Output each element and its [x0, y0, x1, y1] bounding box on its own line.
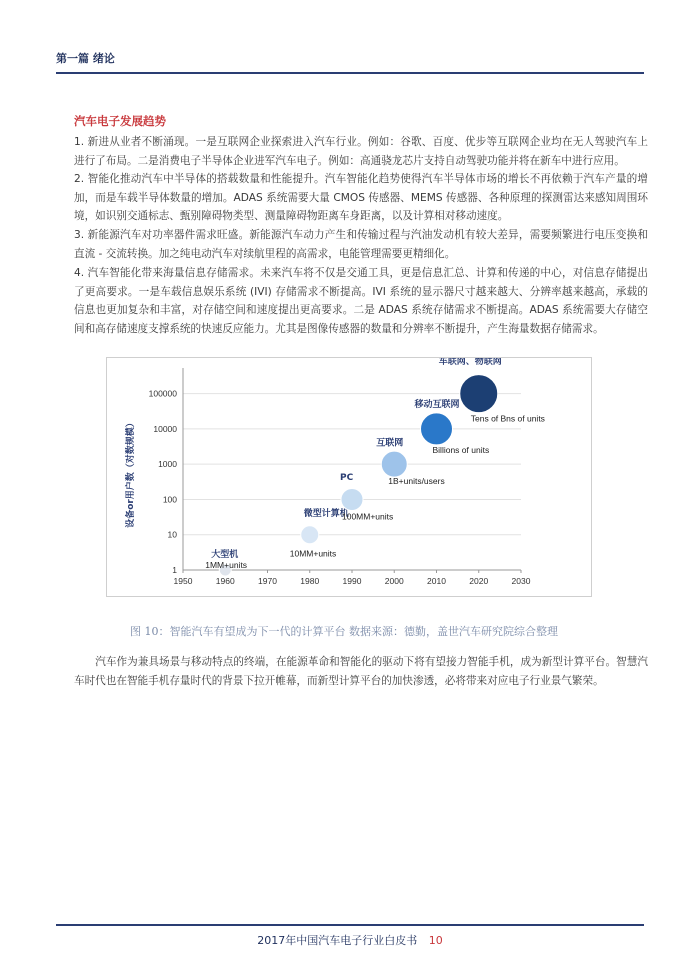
- paragraph-3: 3. 新能源汽车对功率器件需求旺盛。新能源汽车动力产生和传输过程与汽油发动机有较大差异，需要频繁进行电压变换和直流 - 交流转换。加之纯电动汽车对续航里程的高需求，电能管理需要更精细化。: [74, 229, 648, 260]
- x-tick-label: 2030: [511, 576, 531, 586]
- x-tick-label: 1960: [215, 576, 235, 586]
- bubble-label: 车联网、物联网: [438, 358, 502, 368]
- paragraph-2: 2. 智能化推动汽车中半导体的搭载数量和性能提升。汽车智能化趋势使得汽车半导体市场的增长不再依赖于汽车产量的增加，而是车载半导体数量的增加。ADAS 系统需要大量 CMOS 传感器、MEMS 传感器、各种原理的探测雷达来感知周围环境，如识别交通标志、甄别障碍物类型、测量障碍物距离车身距离，以及计算相对移动速度。: [74, 173, 648, 223]
- bubble-annotation: 1B+units/users: [388, 476, 445, 487]
- x-tick-label: 1950: [173, 576, 193, 586]
- y-tick-label: 1000: [158, 459, 177, 470]
- paragraph-5: 汽车作为兼具场景与移动特点的终端，在能源革命和智能化的驱动下将有望接力智能手机，成为新型计算平台。智慧汽车时代也在智能手机存量时代的背景下拉开帷幕，而新型计算平台的加快渗透，必将带来对应电子行业景气繁荣。: [74, 656, 648, 687]
- footer-divider: [56, 924, 644, 926]
- page-header: 第一篇 绪论: [56, 52, 115, 65]
- bubble-annotation: 100MM+units: [342, 511, 394, 522]
- bubble-annotation: 1MM+units: [205, 560, 248, 570]
- header-divider: [56, 72, 644, 74]
- bubble-annotation: Tens of Bns of units: [470, 413, 545, 424]
- bubble-4: [381, 451, 407, 477]
- bubble-3: [341, 488, 363, 510]
- y-tick-label: 100000: [148, 388, 177, 399]
- bubble-2: [301, 526, 319, 544]
- x-tick-label: 1990: [342, 576, 362, 586]
- chart-frame: [106, 357, 592, 597]
- bubble-label: 大型机: [211, 550, 239, 560]
- paragraph-1: 1. 新进从业者不断涌现。一是互联网企业探索进入汽车行业。例如：谷歌、百度、优步等互联网企业均在无人驾驶汽车上进行了布局。二是消费电子半导体企业进军汽车电子。例如：高通骁龙芯片支持自动驾驶功能并将在新车中进行应用。: [74, 136, 648, 167]
- bubble-annotation: 10MM+units: [289, 548, 337, 559]
- x-tick-label: 1980: [300, 576, 320, 586]
- y-tick-label: 10: [167, 529, 177, 540]
- bubble-annotation: Billions of units: [432, 444, 490, 455]
- x-tick-label: 2020: [469, 576, 489, 586]
- paragraph-4: 4. 汽车智能化带来海量信息存储需求。未来汽车将不仅是交通工具，更是信息汇总、计算和传递的中心，对信息存储提出了更高要求。一是车载信息娱乐系统 (IVI) 存储需求不断提高。IVI 系统的显示器尺寸越来越大、分辨率越来越高，承载的信息也更加复杂和丰富，对存储空间和速度提出更高要求。二是 ADAS 系统存储需求不断提高。ADAS 系统需要大存储空间和高存储速度支撑系统的快速反应能力。尤其是图像传感器的数量和分辨率不断提升，产生海量数据存储需求。: [74, 267, 648, 335]
- y-tick-label: 10000: [153, 423, 177, 434]
- x-tick-label: 2010: [427, 576, 446, 586]
- bubble-6: [460, 375, 498, 413]
- computing-platform-chart: [107, 358, 591, 596]
- bubble-label: PC: [340, 472, 354, 483]
- page-number: 10: [428, 934, 443, 947]
- bubble-5: [421, 413, 453, 445]
- bubble-label: 移动互联网: [414, 399, 460, 410]
- y-tick-label: 100: [162, 494, 177, 505]
- x-tick-label: 2000: [384, 576, 404, 586]
- bubble-label: 微型计算机: [303, 509, 349, 520]
- y-axis-label: 设备or用户数（对数规模）: [126, 418, 136, 528]
- figure-caption: 图 10：智能汽车有望成为下一代的计算平台 数据来源：德勤，盖世汽车研究院综合整理: [130, 625, 558, 638]
- y-tick-label: 1: [172, 565, 177, 575]
- footer-title: 2017年中国汽车电子行业白皮书: [257, 934, 418, 947]
- x-tick-label: 1970: [258, 576, 277, 586]
- page-footer: [0, 932, 700, 948]
- bubble-label: 互联网: [376, 438, 404, 449]
- section-title: 汽车电子发展趋势: [74, 114, 166, 128]
